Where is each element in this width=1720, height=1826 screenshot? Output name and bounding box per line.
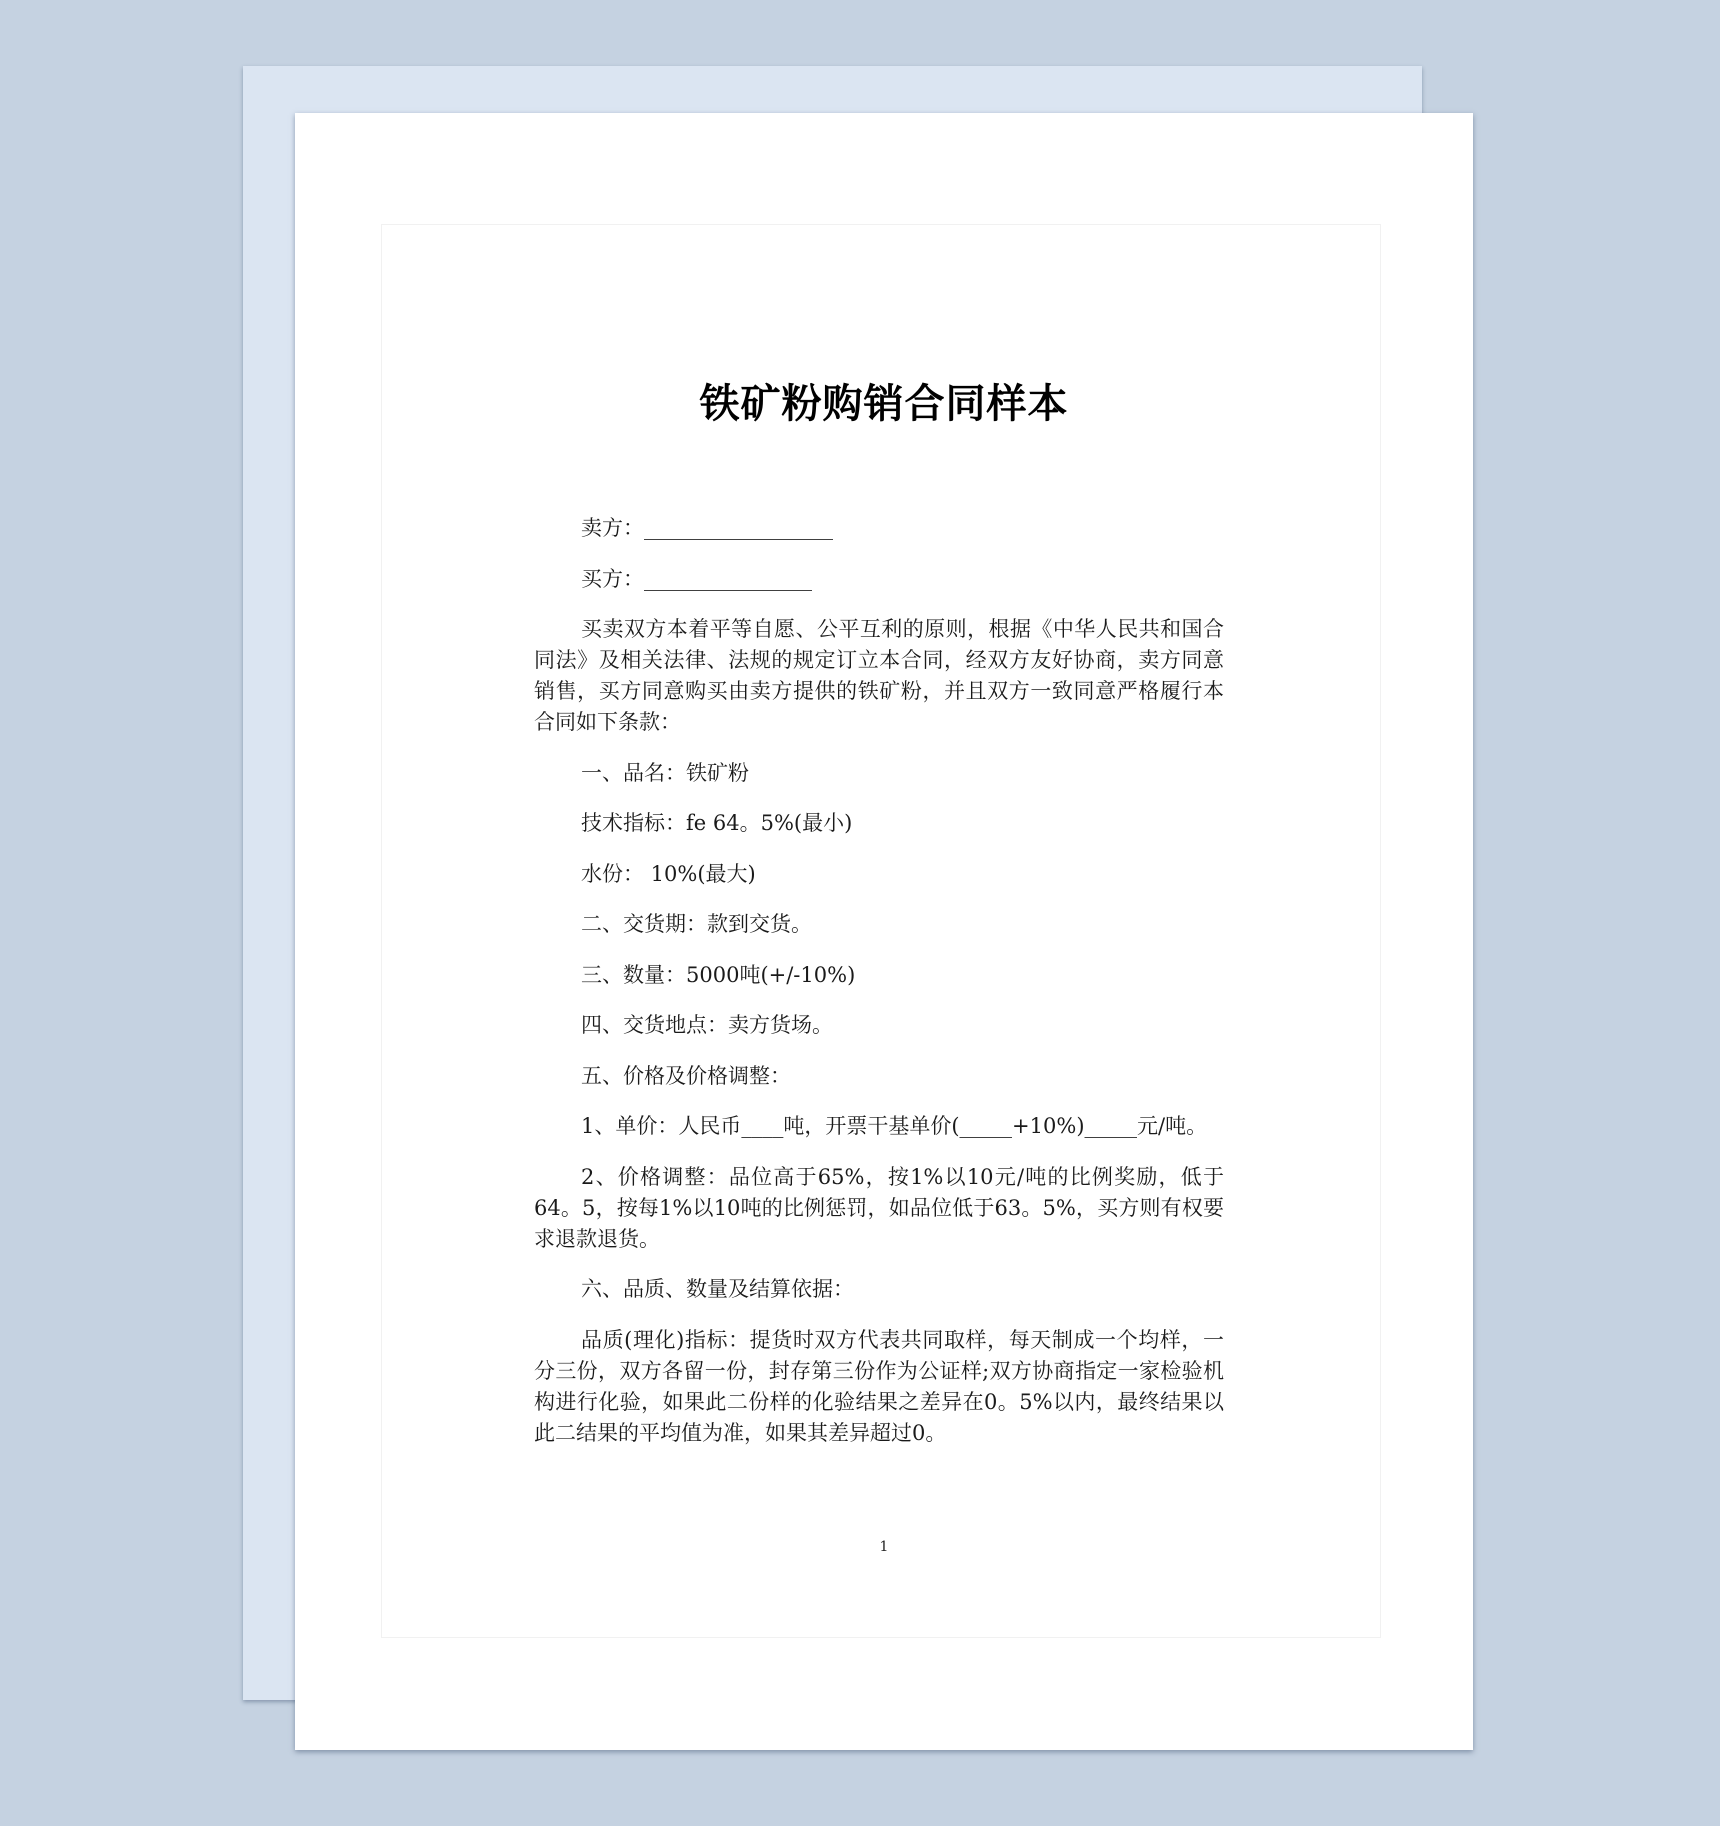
clause-quantity: 三、数量：5000吨(+/-10%) [581,962,856,987]
document-title: 铁矿粉购销合同样本 [699,381,1069,427]
buyer-line: 买方：________________ [581,566,812,591]
document-page [295,113,1473,1750]
clause-technical-spec: 技术指标：fe 64。5%(最小) [581,811,853,835]
clause-delivery-period: 二、交货期：款到交货。 [581,912,812,936]
clause-quality-sampling: 品质(理化)指标：提货时双方代表共同取样，每天制成一个均样，一分三份，双方各留一份，封存第三份作为公证样;双方协商指定一家检验机构进行化验，如果此二份样的化验结果之差异在0。5%以内，最终结果以此二结果的平均值为准，如果其差异超过0。 [534,1327,1224,1445]
clause-quality-heading: 六、品质、数量及结算依据： [581,1277,854,1301]
seller-line: 卖方：__________________ [581,516,833,540]
clause-unit-price: 1、单价：人民币____吨，开票干基单价(_____+10%)_____元/吨。 [581,1114,1208,1138]
clause-price-adjustment: 2、价格调整：品位高于65%，按1%以10元/吨的比例奖励，低于64。5，按每1%以10吨的比例惩罚，如品位低于63。5%，买方则有权要求退款退货。 [534,1164,1224,1251]
clause-price-heading: 五、价格及价格调整： [581,1063,791,1088]
clause-moisture: 水份： 10%(最大) [581,861,756,886]
intro-paragraph: 买卖双方本着平等自愿、公平互利的原则，根据《中华人民共和国合同法》及相关法律、法规的规定订立本合同，经双方友好协商，卖方同意销售，买方同意购买由卖方提供的铁矿粉，并且双方一致同意严格履行本合同如下条款： [534,617,1224,734]
page-number: 1 [879,1539,889,1555]
clause-delivery-location: 四、交货地点：卖方货场。 [581,1013,833,1037]
clause-product-name: 一、品名：铁矿粉 [581,760,749,785]
document-body [534,513,1224,1468]
